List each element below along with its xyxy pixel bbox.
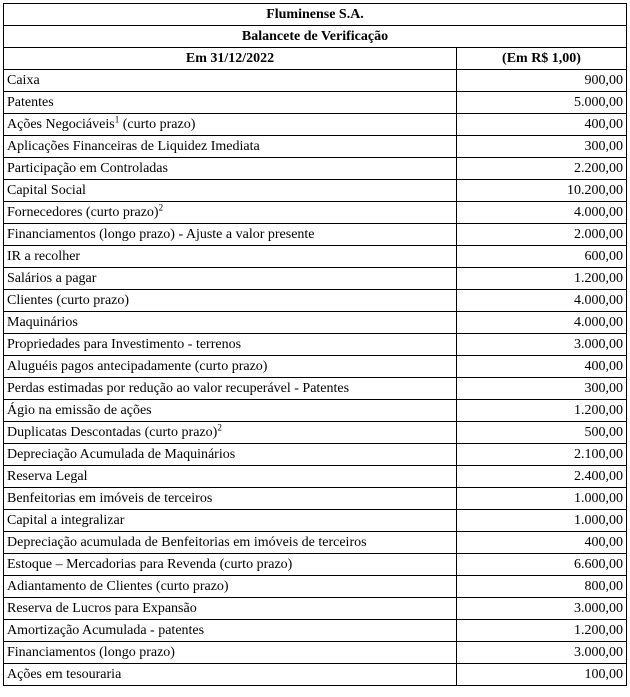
table-row [4,312,627,334]
account-name: Financiamentos (longo prazo) - Ajuste a valor presente [4,224,457,246]
table-row [4,576,627,598]
company-name: Fluminense S.A. [4,4,627,26]
account-name: Propriedades para Investimento - terrenos [4,334,457,356]
accounts-body [4,70,627,686]
account-name: Estoque – Mercadorias para Revenda (curto prazo) [4,554,457,576]
account-name: Duplicatas Descontadas (curto prazo)$^2$ [4,422,457,444]
table-row [4,356,627,378]
account-name: Aplicações Financeiras de Liquidez Imediata [4,136,457,158]
account-name: Adiantamento de Clientes (curto prazo) [4,576,457,598]
company-row [4,4,627,26]
account-value: 4.000,00 [457,290,627,312]
account-name: Clientes (curto prazo) [4,290,457,312]
table-row [4,642,627,664]
account-value: 1.200,00 [457,400,627,422]
account-value: 3.000,00 [457,334,627,356]
account-name: Capital a integralizar [4,510,457,532]
table-row [4,114,627,136]
table-row [4,290,627,312]
table-row [4,422,627,444]
account-value: 3.000,00 [457,642,627,664]
account-name: Ágio na emissão de ações [4,400,457,422]
account-value: 600,00 [457,246,627,268]
table-row [4,444,627,466]
table-title: Balancete de Verificação [4,26,627,48]
table-row [4,268,627,290]
account-name: IR a recolher [4,246,457,268]
table-row [4,334,627,356]
account-value: 100,00 [457,664,627,686]
account-value: 4.000,00 [457,202,627,224]
table-row [4,378,627,400]
table-row [4,70,627,92]
account-value: 900,00 [457,70,627,92]
account-value: 300,00 [457,136,627,158]
account-name: Aluguéis pagos antecipadamente (curto prazo) [4,356,457,378]
footnote-marker: 2 [158,202,164,213]
account-name: Fornecedores (curto prazo)$^2$ [4,202,457,224]
date-column-header: Em 31/12/2022 [4,48,457,70]
account-value: 2.400,00 [457,466,627,488]
account-name: Salários a pagar [4,268,457,290]
value-column-header: (Em R$ 1,00) [457,48,627,70]
account-name: Maquinários [4,312,457,334]
account-value: 1.200,00 [457,620,627,642]
account-name: Ações Negociáveis$^1$ (curto prazo) [4,114,457,136]
column-header-row [4,48,627,70]
account-value: 1.200,00 [457,268,627,290]
account-value: 2.100,00 [457,444,627,466]
account-name: Amortização Acumulada - patentes [4,620,457,642]
account-value: 6.600,00 [457,554,627,576]
account-name: Reserva Legal [4,466,457,488]
account-value: 400,00 [457,114,627,136]
table-row [4,158,627,180]
account-value: 4.000,00 [457,312,627,334]
account-name: Depreciação acumulada de Benfeitorias em imóveis de terceiros [4,532,457,554]
table-row [4,246,627,268]
account-value: 10.200,00 [457,180,627,202]
title-row [4,26,627,48]
account-name: Financiamentos (longo prazo) [4,642,457,664]
account-name: Caixa [4,70,457,92]
table-row [4,510,627,532]
account-value: 2.000,00 [457,224,627,246]
account-name: Depreciação Acumulada de Maquinários [4,444,457,466]
table-row [4,620,627,642]
account-value: 400,00 [457,356,627,378]
table-row [4,488,627,510]
account-value: 5.000,00 [457,92,627,114]
table-row [4,554,627,576]
table-row [4,136,627,158]
account-name: Reserva de Lucros para Expansão [4,598,457,620]
footnote-marker: 2 [217,422,222,433]
table-row [4,466,627,488]
table-row [4,598,627,620]
account-value: 1.000,00 [457,488,627,510]
table-row [4,180,627,202]
table-row [4,224,627,246]
table-row [4,400,627,422]
table-row [4,664,627,686]
account-value: 400,00 [457,532,627,554]
account-name: Capital Social [4,180,457,202]
account-name: Perdas estimadas por redução ao valor recuperável - Patentes [4,378,457,400]
account-value: 500,00 [457,422,627,444]
account-value: 3.000,00 [457,598,627,620]
table-row [4,202,627,224]
account-name: Participação em Controladas [4,158,457,180]
account-value: 1.000,00 [457,510,627,532]
account-name: Patentes [4,92,457,114]
account-value: 300,00 [457,378,627,400]
trial-balance-table [3,3,627,686]
account-value: 800,00 [457,576,627,598]
account-value: 2.200,00 [457,158,627,180]
account-name: Benfeitorias em imóveis de terceiros [4,488,457,510]
footnote-marker: 1 [114,114,120,125]
table-row [4,92,627,114]
table-row [4,532,627,554]
account-name: Ações em tesouraria [4,664,457,686]
